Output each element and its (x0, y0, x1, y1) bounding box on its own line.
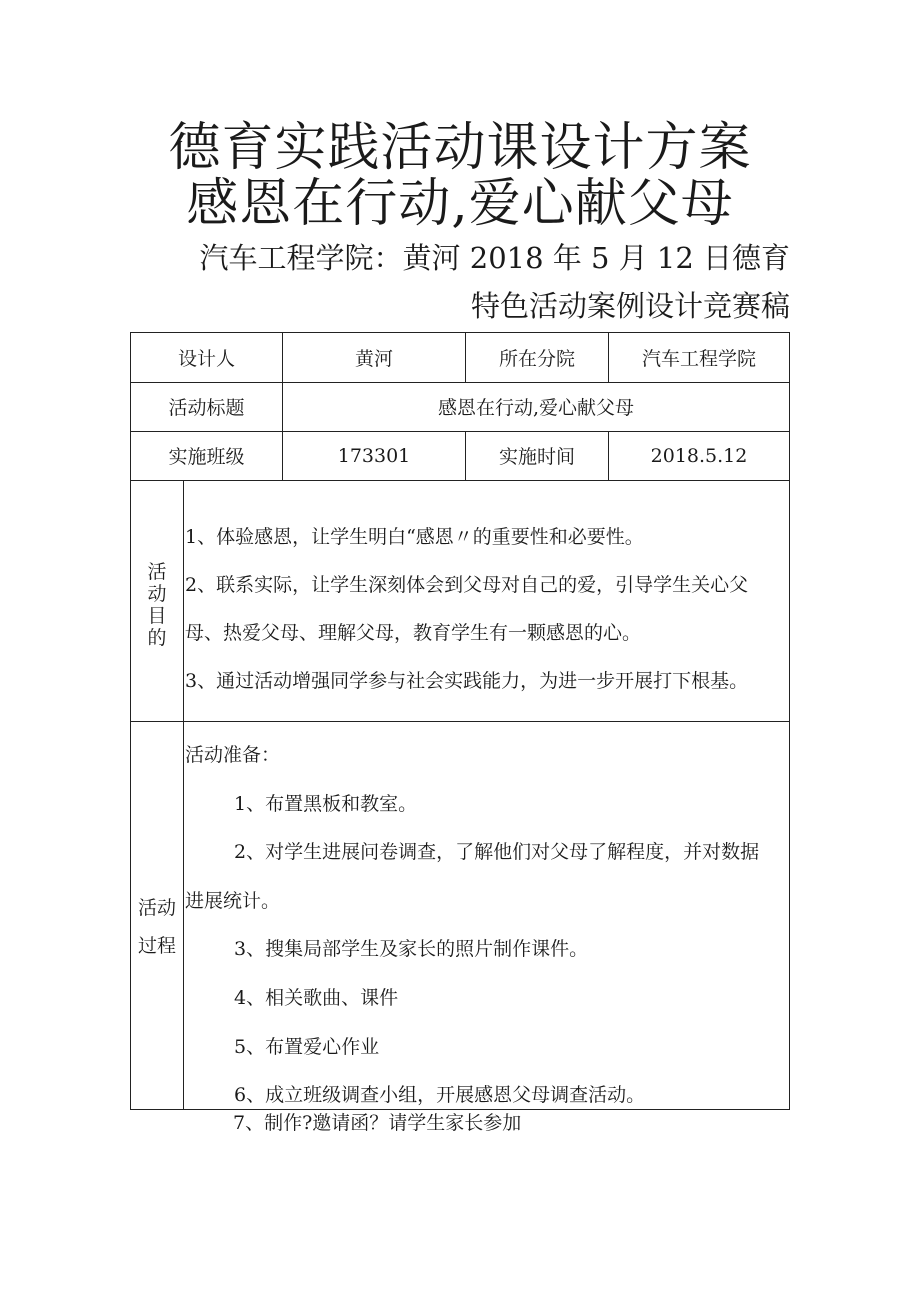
college-label: 所在分院 (498, 348, 575, 370)
class-label: 实施班级 (168, 446, 245, 468)
process-item-overflow: 7、制作?邀请函？请学生家长参加 (233, 1112, 522, 1134)
designer-value: 黄河 (354, 348, 393, 370)
process-item: 1、布置黑板和教室。 (234, 792, 418, 815)
purpose-item: 1、体验感恩，让学生明白“感恩〃的重要性和必要性。 (185, 526, 644, 548)
plan-table (130, 332, 790, 1110)
purpose-content (185, 513, 789, 705)
class-value: 173301 (337, 444, 411, 467)
process-content (185, 731, 789, 1120)
purpose-item: 2、联系实际，让学生深刻体会到父母对自己的爱，引导学生关心父 (185, 574, 749, 596)
process-item: 3、搜集局部学生及家长的照片制作课件。 (234, 938, 589, 961)
row-divider (131, 721, 789, 722)
purpose-item: 3、通过活动增强同学参与社会实践能力，为进一步开展打下根基。 (185, 670, 749, 692)
column-divider (183, 480, 184, 1109)
time-label: 实施时间 (498, 446, 575, 468)
purpose-label: 活 动 目 的 (147, 561, 167, 649)
process-label: 活动 过程 (137, 897, 176, 957)
process-item: 6、成立班级调查小组，开展感恩父母调查活动。 (234, 1084, 646, 1107)
row-divider (131, 480, 789, 481)
process-heading: 活动准备： (185, 744, 281, 766)
topic-label: 活动标题 (168, 397, 245, 419)
process-item-continuation: 进展统计。 (185, 889, 281, 912)
topic-value: 感恩在行动,爱心献父母 (437, 397, 635, 419)
competition-line: 特色活动案例设计竞赛稿 (470, 289, 790, 323)
document-subtitle-title: 感恩在行动,爱心献父母 (186, 174, 734, 234)
college-value: 汽车工程学院 (641, 348, 756, 370)
author-line: 汽车工程学院：黄河 2018 年 5 月 12 日德育 (199, 241, 790, 275)
document-title: 德育实践活动课设计方案 (168, 118, 752, 178)
process-item: 5、布置爱心作业 (234, 1035, 380, 1058)
purpose-item: 母、热爱父母、理解父母，教育学生有一颗感恩的心。 (185, 622, 642, 644)
process-item: 4、相关歌曲、课件 (234, 986, 399, 1009)
time-value: 2018.5.12 (650, 444, 748, 467)
designer-label: 设计人 (177, 348, 235, 370)
process-item: 2、对学生进展问卷调查，了解他们对父母了解程度，并对数据 (234, 841, 760, 864)
